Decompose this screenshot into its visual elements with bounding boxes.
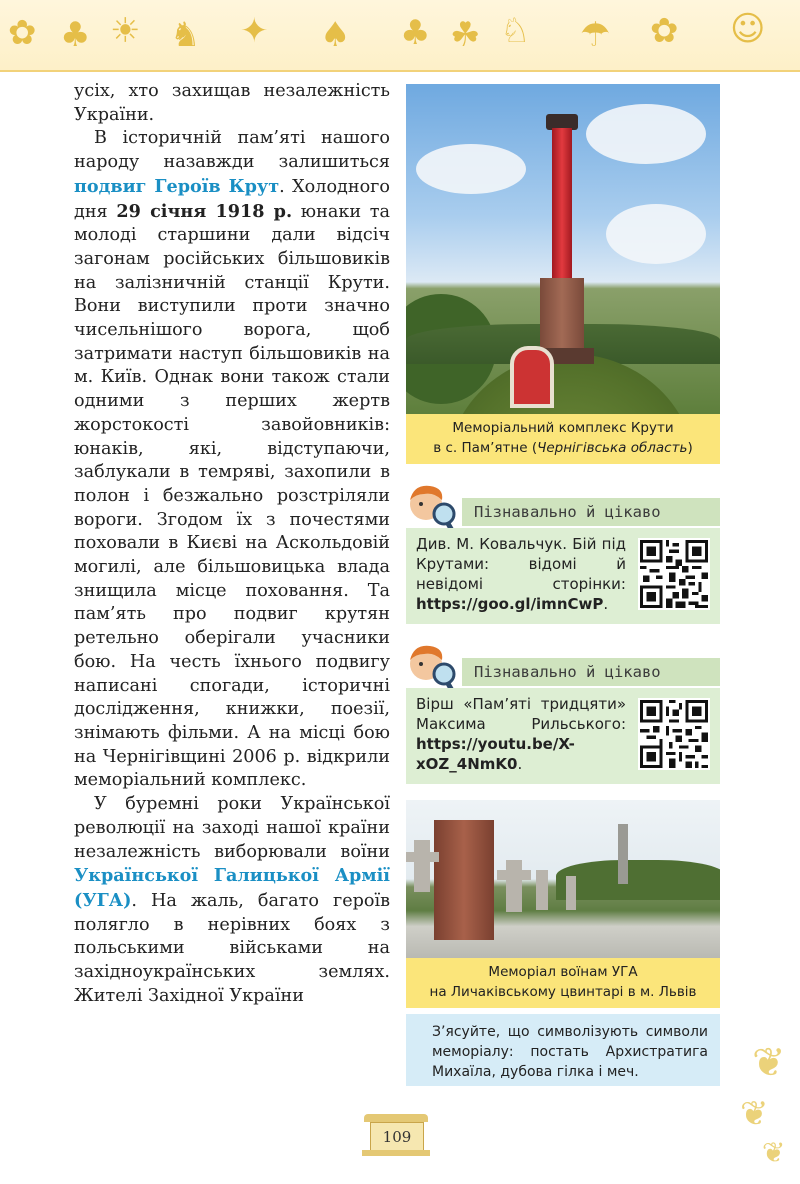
info-2-tail: . bbox=[517, 755, 523, 773]
qr-code-icon[interactable] bbox=[638, 698, 710, 770]
figure-doodle-icon: ♞ bbox=[170, 15, 201, 55]
caption-line-1: Меморіал воїнам УГА bbox=[488, 964, 638, 980]
caption-line-2: на Личаківському цвинтарі в м. Львів bbox=[429, 984, 697, 1000]
paragraph-1-text: усіх, хто захищав незалежність України. bbox=[74, 81, 390, 125]
qr-code-icon[interactable] bbox=[638, 538, 710, 610]
figure-doodle-icon: ☂ bbox=[580, 15, 611, 55]
paragraph-3-text-a: У буремні роки Української революції на заході нашої країни незалежність виборювали воїни bbox=[74, 794, 390, 862]
figure-doodle-icon: ✿ bbox=[650, 11, 679, 51]
granite-monument bbox=[434, 820, 494, 940]
info-1-text: Див. М. Ковальчук. Бій під Крутами: відомі й невідомі сторінки: bbox=[416, 535, 626, 593]
distant-column bbox=[618, 824, 628, 884]
task-box bbox=[406, 1014, 720, 1086]
figure-doodle-icon: ☘ bbox=[450, 15, 481, 55]
figure-doodle-icon: ♣ bbox=[400, 13, 431, 53]
stone-cross bbox=[536, 870, 548, 910]
paragraph-1 bbox=[74, 80, 390, 127]
uga-photo-caption bbox=[406, 958, 720, 1008]
paragraph-2 bbox=[74, 127, 390, 793]
caption-line-2-b: ) bbox=[687, 440, 693, 456]
page-number-base bbox=[362, 1150, 430, 1156]
kruty-heroes-term: подвиг Героїв Крут bbox=[74, 175, 280, 197]
info-box-2-text bbox=[416, 694, 626, 774]
stone-cross bbox=[414, 840, 430, 892]
cloud-shape bbox=[416, 144, 526, 194]
info-box-2 bbox=[406, 688, 720, 784]
paragraph-3 bbox=[74, 793, 390, 1008]
stone-cross-bar bbox=[406, 852, 439, 862]
figure-doodle-icon: ☺ bbox=[730, 9, 766, 49]
cloud-shape bbox=[606, 204, 706, 264]
footprint-icon: ❦ bbox=[762, 1136, 786, 1169]
figure-doodle-icon: ♠ bbox=[320, 15, 351, 55]
footprint-icon: ❦ bbox=[752, 1040, 786, 1086]
page-number: 109 bbox=[370, 1122, 424, 1152]
stone-cross-bar bbox=[497, 870, 531, 880]
caption-region: Чернігівська область bbox=[537, 440, 688, 456]
caption-line-1: Меморіальний комплекс Крути bbox=[452, 420, 674, 436]
uga-memorial-photo bbox=[406, 800, 720, 958]
figure-doodle-icon: ✦ bbox=[240, 11, 269, 51]
figure-doodle-icon: ☀ bbox=[110, 11, 141, 51]
paragraph-2-text-a: В історичній пам’яті нашого народу назавжди залишиться bbox=[74, 128, 390, 173]
kruty-date: 29 січня 1918 р. bbox=[116, 200, 293, 222]
page-number-badge bbox=[360, 1110, 434, 1160]
cloud-shape bbox=[586, 104, 706, 164]
figure-doodle-icon: ♣ bbox=[60, 15, 91, 55]
info-2-text: Вірш «Пам’яті тридцяти» Максима Рильського: bbox=[416, 695, 626, 733]
main-text-column bbox=[74, 80, 390, 1008]
uga-term: Української Галицької Армії (УГА) bbox=[74, 865, 390, 911]
info-1-link[interactable]: https://goo.gl/imnCwP bbox=[416, 595, 604, 613]
kruty-photo-caption bbox=[406, 414, 720, 464]
paragraph-2-text-b: . Холодного дня bbox=[74, 176, 390, 222]
caption-line-2 bbox=[406, 438, 720, 458]
figure-doodle-icon: ♘ bbox=[500, 11, 531, 51]
info-box-1-text bbox=[416, 534, 626, 614]
paragraph-3-text-b: . На жаль, багато героїв полягло в нерівних боях з польськими військами на західноукраїнських землях. Жителі Західної України bbox=[74, 890, 390, 1006]
info-box-1 bbox=[406, 528, 720, 624]
caption-line-2-a: в с. Пам’ятне ( bbox=[433, 440, 538, 456]
memorial-arch bbox=[510, 346, 554, 408]
header-decoration-band bbox=[0, 0, 800, 72]
page-number-roof bbox=[364, 1114, 428, 1122]
stone-cross bbox=[506, 860, 522, 912]
info-tag-2: Пізнавально й цікаво bbox=[462, 658, 720, 686]
paragraph-2-text-c: юнаки та молоді старшини дали відсіч загонам російських більшовиків на залізничній станції Крути. Вони виступили проти значно чисельнішого ворога, щоб затримати наступ більшовиків на м. Київ. Однак вони також стали одними з перших жертв жорстокості завойовників: юнаків, які, відступаючи, заблукали в темряві, захопили в полон і безжально розстріляли вороги. Згодом їх з почестями поховали в Києві на Аскольдовій могилі, але більшовицька влада знищила місце поховання. Та пам’ять про подвиг крутян ретельно оберігали учасники бою. На честь їхнього подвигу написані спогади, історичні дослідження, книжки, поезії, знімають фільми. А на місці бою на Чернігівщині 2006 р. відкрили меморіальний комплекс. bbox=[74, 201, 390, 791]
task-text: З’ясуйте, що символізують символи меморіалу: постать Архистратига Михаїла, дубова гілка і меч. bbox=[432, 1024, 708, 1080]
info-1-tail: . bbox=[603, 595, 609, 613]
info-tag-1: Пізнавально й цікаво bbox=[462, 498, 720, 526]
footprint-icon: ❦ bbox=[740, 1094, 769, 1134]
figure-doodle-icon: ✿ bbox=[8, 13, 37, 53]
column-pedestal bbox=[540, 278, 584, 358]
red-column bbox=[552, 128, 572, 278]
info-2-link[interactable]: https://youtu.be/X-xOZ_4NmK0 bbox=[416, 735, 575, 773]
kruty-memorial-photo bbox=[406, 84, 720, 414]
trees-shape bbox=[556, 860, 720, 900]
stone-cross bbox=[566, 876, 576, 910]
